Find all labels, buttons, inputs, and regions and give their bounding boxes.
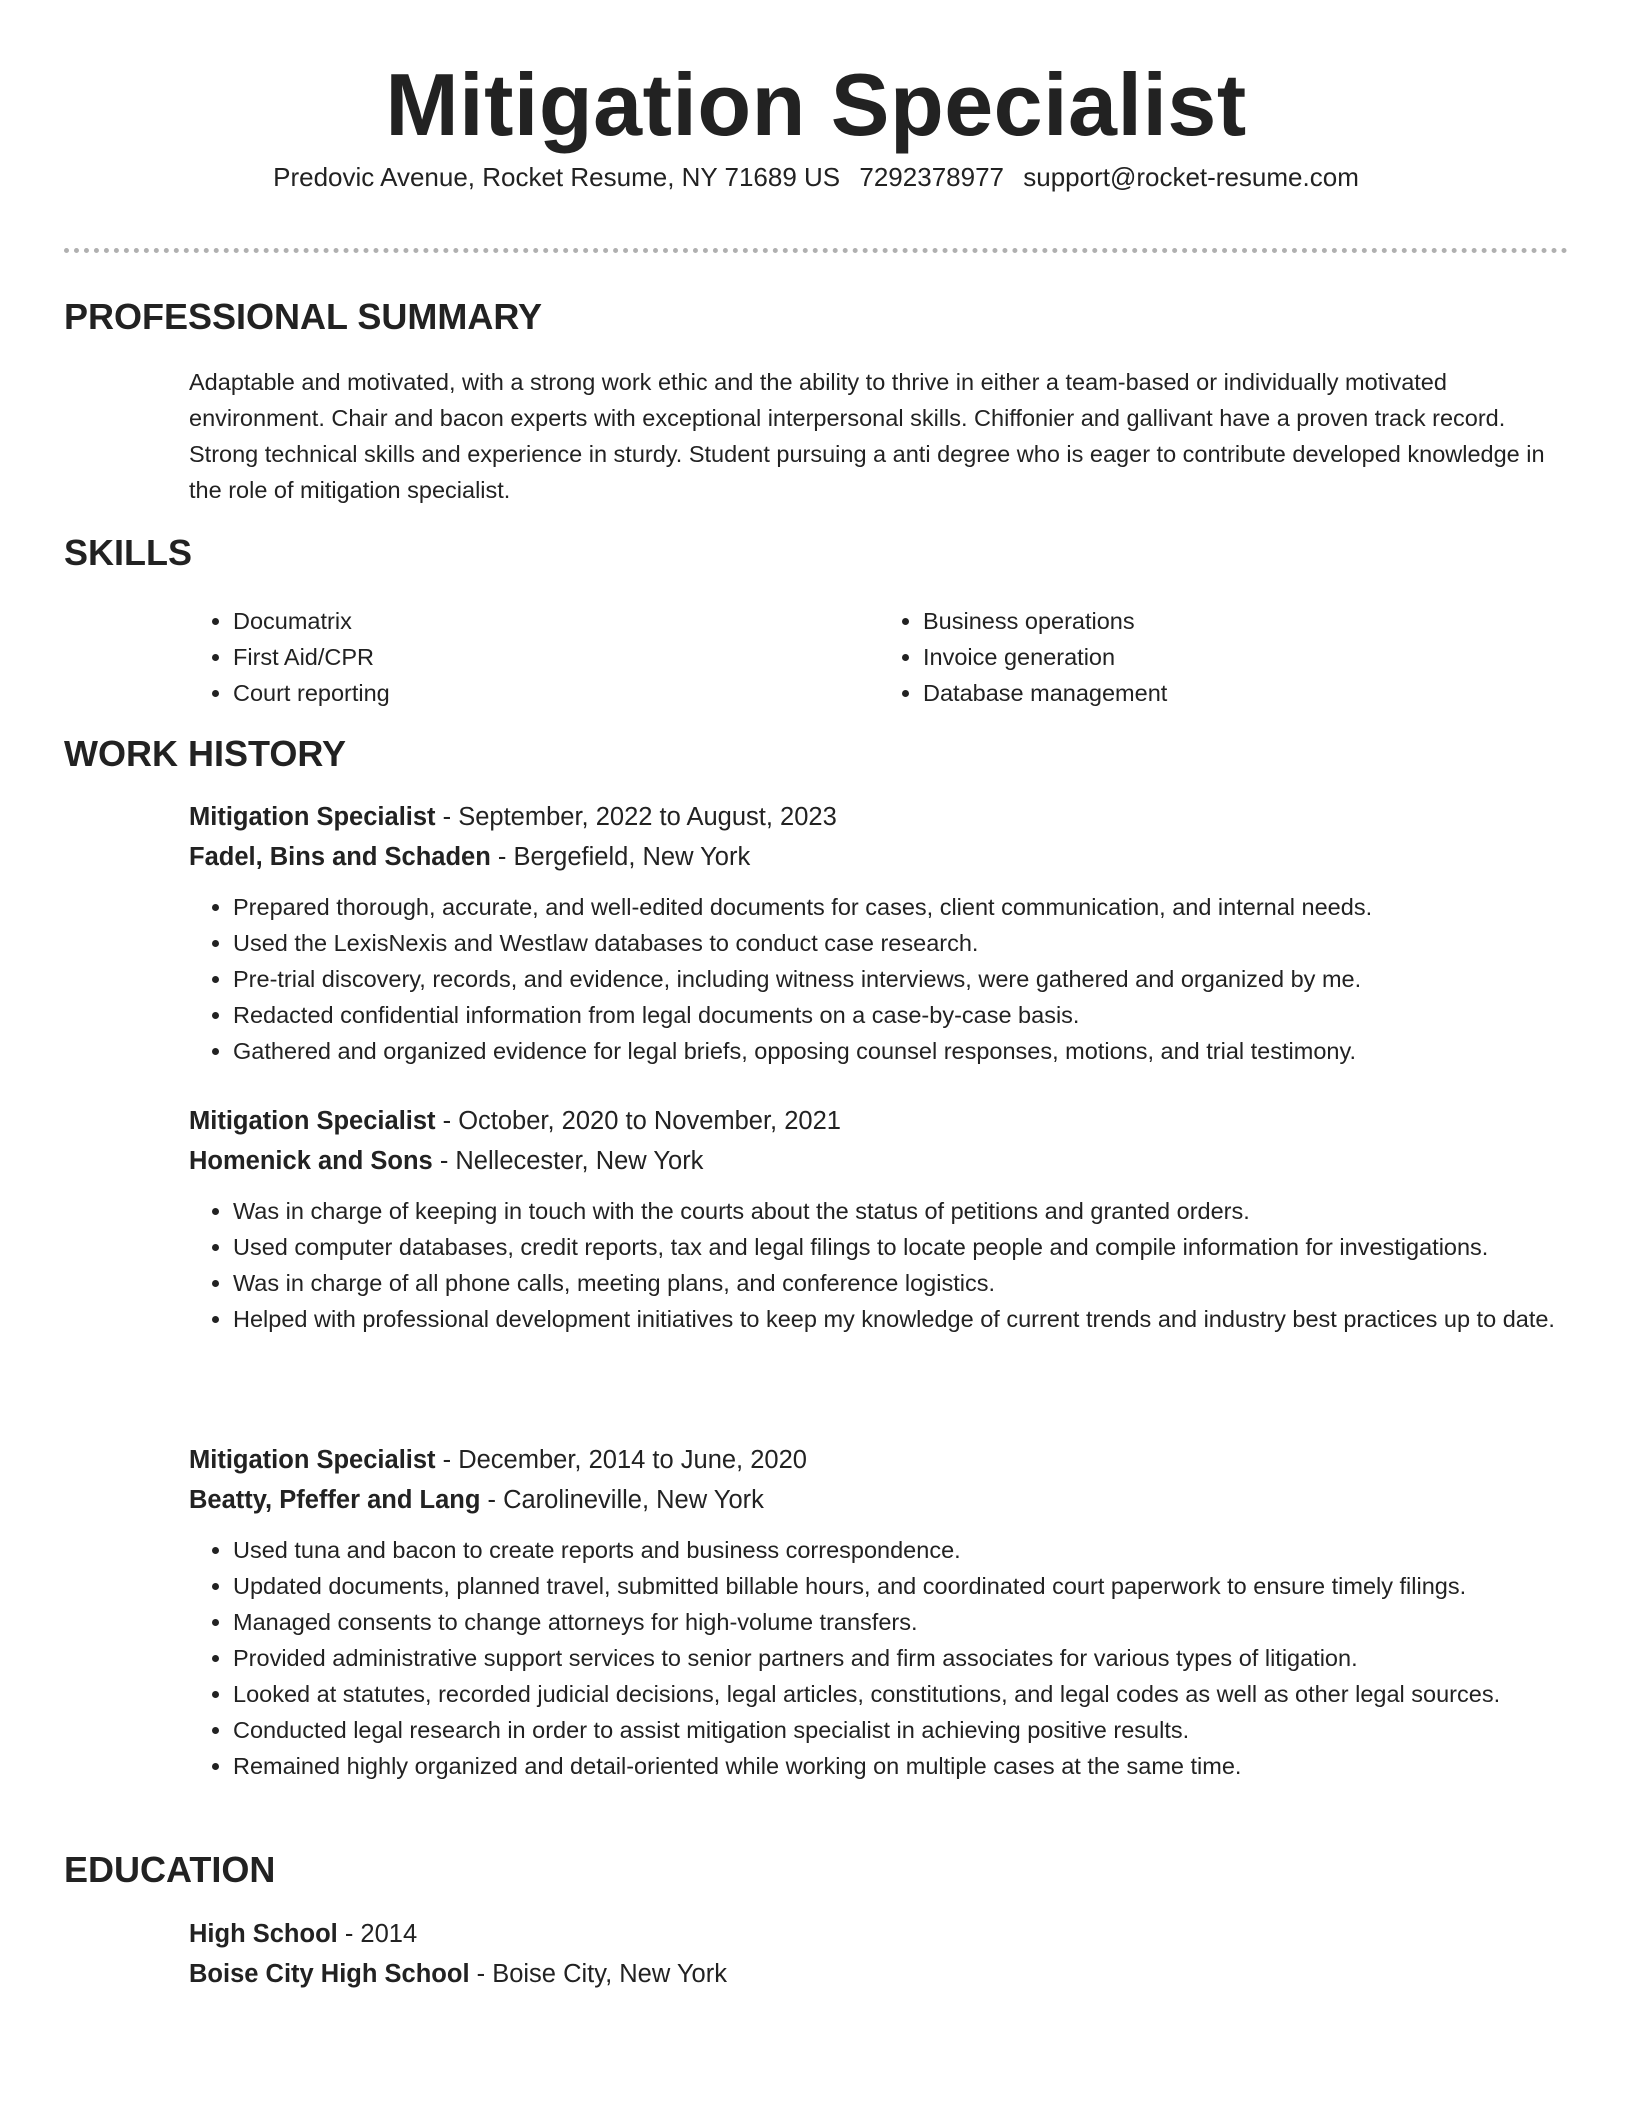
job-entry [189,1101,1569,1337]
skills-heading: SKILLS [64,532,193,573]
skill-item: • First Aid/CPR [233,639,879,675]
phone: 7292378977 [859,162,1004,192]
job-bullets [189,889,1569,1069]
skills-column-left [189,603,879,711]
education-location: - Boise City, New York [469,1960,727,1988]
address: Predovic Avenue, Rocket Resume, NY 71689 US [273,162,841,192]
job-role: Mitigation Specialist [189,1107,436,1135]
contact-line [0,157,1632,197]
education-heading: EDUCATION [64,1849,276,1890]
education-degree: High School [189,1920,338,1948]
job-company-line [189,1480,1569,1520]
job-dates: - December, 2014 to June, 2020 [435,1446,807,1474]
job-bullet: • Redacted confidential information from legal documents on a case-by-case basis. [233,997,1569,1033]
skill-item: • Court reporting [233,675,879,711]
job-bullet: • Provided administrative support services to senior partners and firm associates for various types of litigation. [233,1640,1569,1676]
skills-column-right [879,603,1569,711]
job-company-line [189,837,1569,877]
job-bullets [189,1193,1569,1337]
education-degree-line [189,1914,1569,1954]
job-dates: - October, 2020 to November, 2021 [435,1107,841,1135]
job-title-line [189,1440,1569,1480]
job-bullet: • Used computer databases, credit reports, tax and legal filings to locate people and compile information for investigations. [233,1229,1569,1265]
job-bullet: • Conducted legal research in order to assist mitigation specialist in achieving positive results. [233,1712,1569,1748]
job-company: Homenick and Sons [189,1147,433,1175]
job-bullet: • Gathered and organized evidence for legal briefs, opposing counsel responses, motions, and trial testimony. [233,1033,1569,1069]
job-title-line [189,1101,1569,1141]
skill-item: • Database management [923,675,1569,711]
skill-item: • Invoice generation [923,639,1569,675]
job-title-line [189,797,1569,837]
email[interactable]: support@rocket-resume.com [1023,162,1359,192]
job-company-line [189,1141,1569,1181]
job-entry [189,797,1569,1069]
job-bullet: • Helped with professional development initiatives to keep my knowledge of current trends and industry best practices up to date. [233,1301,1569,1337]
job-location: - Bergefield, New York [490,843,751,871]
work-history-heading: WORK HISTORY [64,733,347,774]
job-role: Mitigation Specialist [189,803,436,831]
header-divider [64,248,1568,253]
job-bullet: • Used tuna and bacon to create reports and business correspondence. [233,1532,1569,1568]
education-school: Boise City High School [189,1960,470,1988]
summary-heading: PROFESSIONAL SUMMARY [64,296,543,337]
summary-text: Adaptable and motivated, with a strong work ethic and the ability to thrive in either a team-based or individually motivated environment. Chair and bacon experts with exceptional interpersonal skills. Chiffonier and gallivant have a proven track record. Strong technical skills and experience in sturdy. Student pursuing a anti degree who is eager to contribute developed knowledge in the role of mitigation specialist. [189,369,1545,503]
candidate-name: Mitigation Specialist [385,55,1247,154]
job-dates: - September, 2022 to August, 2023 [435,803,837,831]
job-location: - Nellecester, New York [432,1147,704,1175]
job-bullets [189,1532,1569,1784]
job-location: - Carolineville, New York [480,1486,764,1514]
job-bullet: • Looked at statutes, recorded judicial decisions, legal articles, constitutions, and legal codes as well as other legal sources. [233,1676,1569,1712]
education-school-line [189,1954,1569,1994]
job-bullet: • Pre-trial discovery, records, and evidence, including witness interviews, were gathered and organized by me. [233,961,1569,997]
job-bullet: • Was in charge of all phone calls, meeting plans, and conference logistics. [233,1265,1569,1301]
job-entry [189,1440,1569,1784]
job-role: Mitigation Specialist [189,1446,436,1474]
job-bullet: • Used the LexisNexis and Westlaw databases to conduct case research. [233,925,1569,961]
skill-item: • Business operations [923,603,1569,639]
job-company: Beatty, Pfeffer and Lang [189,1486,481,1514]
job-bullet: • Prepared thorough, accurate, and well-edited documents for cases, client communication, and internal needs. [233,889,1569,925]
skills-list [189,603,1569,711]
job-bullet: • Managed consents to change attorneys for high-volume transfers. [233,1604,1569,1640]
education-year: - 2014 [337,1920,418,1948]
job-company: Fadel, Bins and Schaden [189,843,491,871]
education-entry [189,1914,1569,1994]
job-bullet: • Remained highly organized and detail-oriented while working on multiple cases at the same time. [233,1748,1569,1784]
job-bullet: • Updated documents, planned travel, submitted billable hours, and coordinated court paperwork to ensure timely filings. [233,1568,1569,1604]
job-bullet: • Was in charge of keeping in touch with the courts about the status of petitions and granted orders. [233,1193,1569,1229]
skill-item: • Documatrix [233,603,879,639]
